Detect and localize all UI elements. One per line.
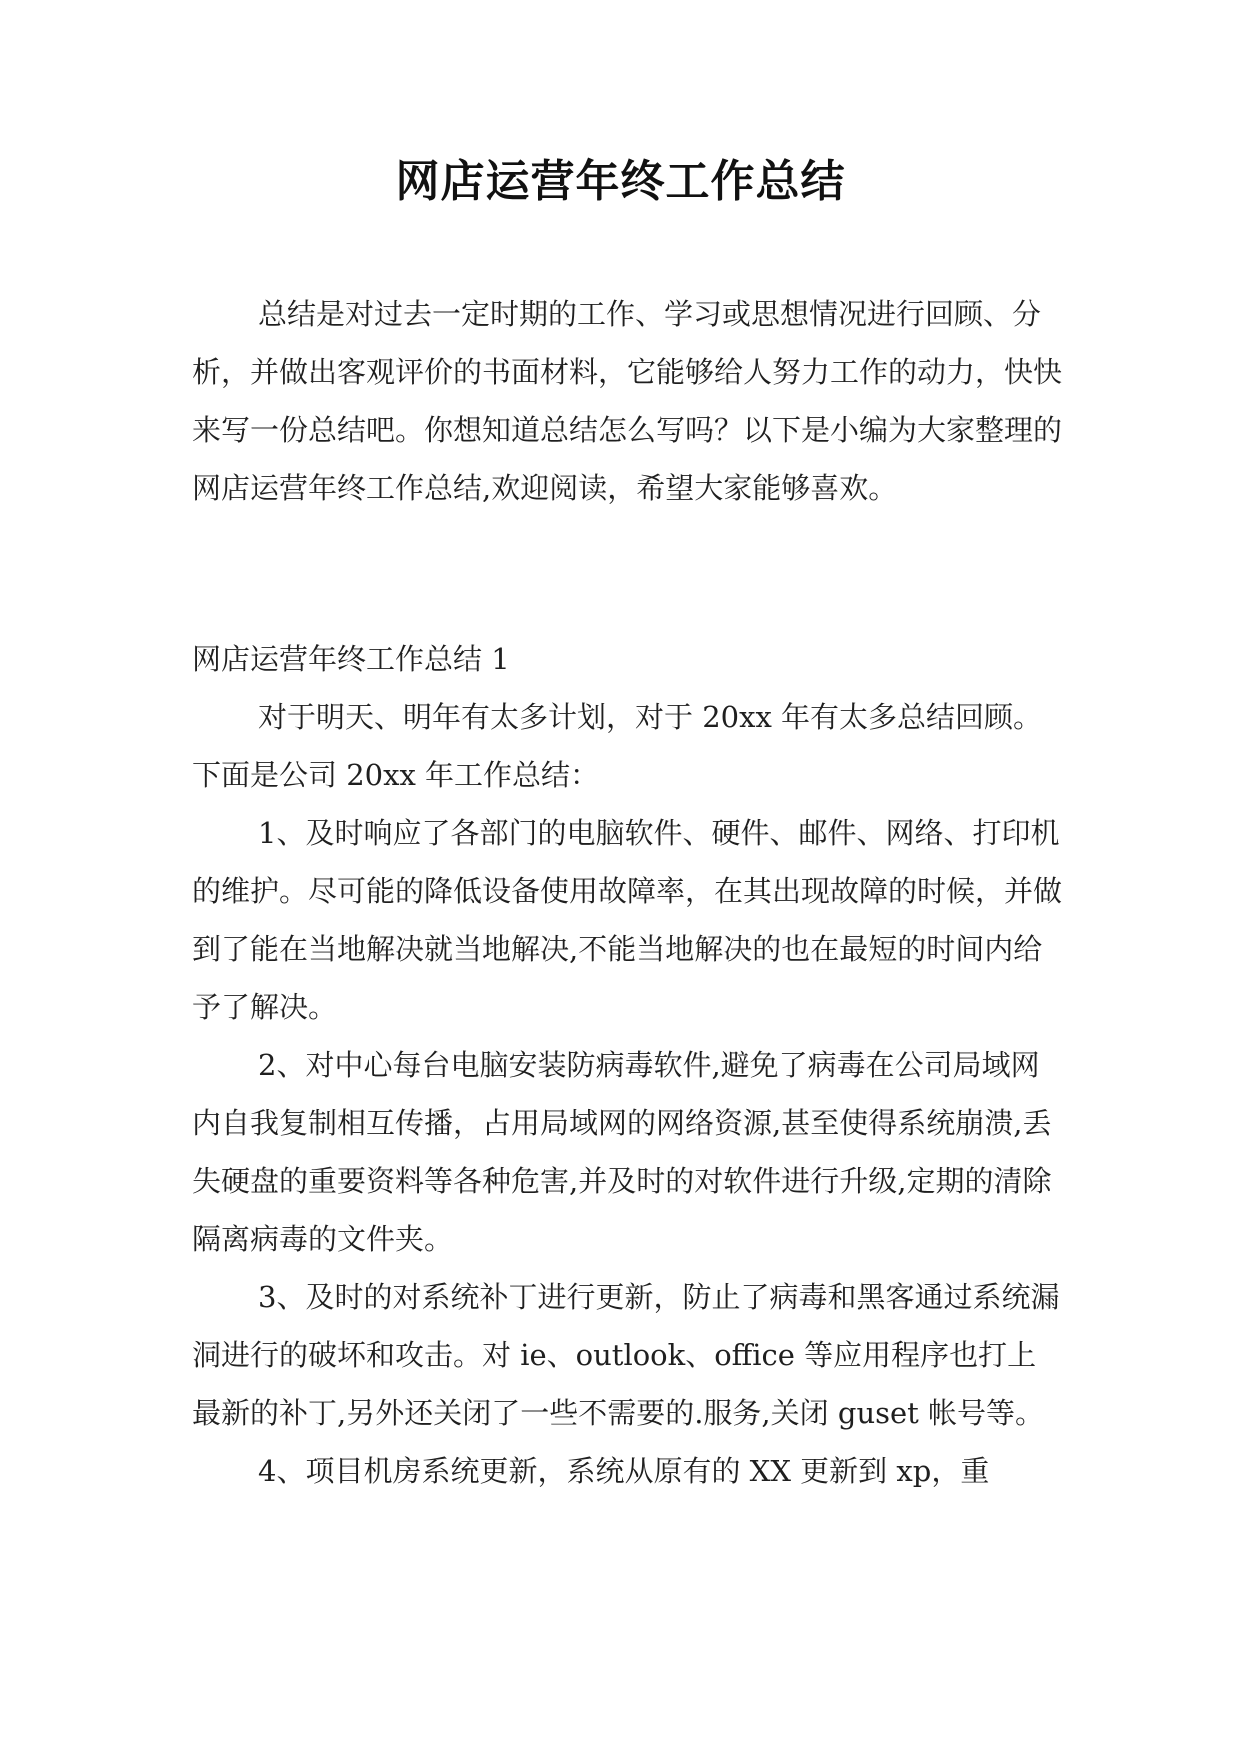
paragraph-opening: 对于明天、明年有太多计划，对于 20xx 年有太多总结回顾。 下面是公司 20xx 年工作总结： [192, 700, 1043, 792]
paragraph-item-2: 2、对中心每台电脑安装防病毒软件,避免了病毒在公司局域网内自我复制相互传播，占用局域网的网络资源,甚至使得系统崩溃,丢失硬盘的重要资料等各种危害,并及时的对软件进行升级,定期的清除隔离病毒的文件夹。 [192, 1048, 1052, 1256]
section-1 [192, 630, 1064, 1500]
paragraph-item-1: 1、及时响应了各部门的电脑软件、硬件、邮件、网络、打印机的维护。尽可能的降低设备使用故障率，在其出现故障的时候，并做到了能在当地解决就当地解决,不能当地解决的也在最短的时间内给予了解决。 [192, 816, 1063, 1024]
section-heading: 网店运营年终工作总结 1 [192, 642, 510, 676]
paragraph-item-3: 3、及时的对系统补丁进行更新，防止了病毒和黑客通过系统漏洞进行的破坏和攻击。对 ie、outlook、office 等应用程序也打上最新的补丁,另外还关闭了一些不需要的.服务,关闭 guset 帐号等。 [192, 1280, 1060, 1430]
document-title: 网店运营年终工作总结 [395, 156, 846, 207]
paragraph-item-4: 4、项目机房系统更新，系统从原有的 XX 更新到 xp，重 [258, 1454, 990, 1488]
intro-paragraph: 总结是对过去一定时期的工作、学习或思想情况进行回顾、分析，并做出客观评价的书面材料，它能够给人努力工作的动力，快快来写一份总结吧。你想知道总结怎么写吗？以下是小编为大家整理的网店运营年终工作总结,欢迎阅读，希望大家能够喜欢。 [192, 297, 1063, 505]
